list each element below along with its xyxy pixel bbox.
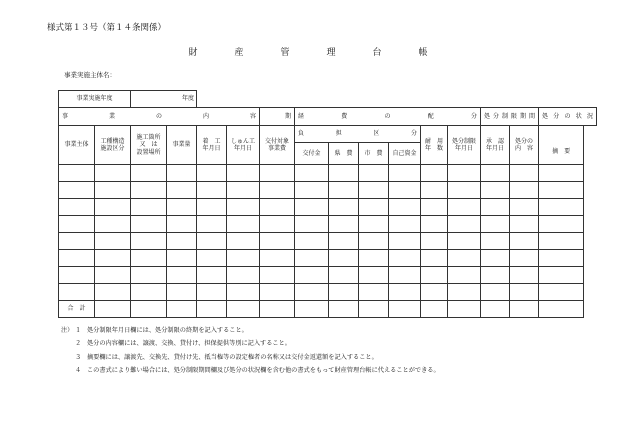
table-cell[interactable]	[539, 233, 584, 250]
table-cell[interactable]	[295, 199, 329, 216]
col-subsidy: 交付金	[295, 143, 329, 165]
table-cell[interactable]	[389, 199, 421, 216]
table-cell[interactable]	[260, 267, 295, 284]
document-title: 財 産 管 理 台 帳	[188, 48, 442, 58]
form-number: 様式第１３号（第１４条関係）	[47, 23, 167, 33]
table-row	[59, 199, 597, 216]
table-cell[interactable]	[95, 250, 131, 267]
fiscal-year-row	[59, 91, 597, 108]
table-cell[interactable]	[295, 233, 329, 250]
table-cell[interactable]	[167, 284, 197, 301]
table-cell[interactable]	[539, 250, 584, 267]
table-cell[interactable]	[260, 165, 295, 182]
table-cell[interactable]	[389, 233, 421, 250]
table-cell[interactable]	[510, 233, 539, 250]
table-cell[interactable]	[510, 267, 539, 284]
table-cell[interactable]	[481, 165, 510, 182]
table-cell[interactable]	[59, 250, 95, 267]
table-cell[interactable]	[539, 267, 584, 284]
table-cell[interactable]	[389, 267, 421, 284]
table-row	[59, 267, 597, 284]
table-cell[interactable]	[329, 182, 359, 199]
col-location: 施工箇所 又 は 設置場所	[131, 126, 167, 165]
table-cell[interactable]	[131, 199, 167, 216]
table-cell[interactable]	[510, 199, 539, 216]
table-cell[interactable]	[510, 284, 539, 301]
table-cell[interactable]	[359, 199, 389, 216]
table-cell[interactable]	[131, 250, 167, 267]
table-cell[interactable]	[359, 250, 389, 267]
table-cell[interactable]	[421, 199, 448, 216]
table-cell[interactable]	[295, 216, 329, 233]
table-cell[interactable]	[421, 216, 448, 233]
table-cell[interactable]	[481, 216, 510, 233]
table-cell[interactable]	[481, 267, 510, 284]
table-cell[interactable]	[167, 267, 197, 284]
col-entity: 事業主体	[59, 126, 95, 165]
table-cell[interactable]	[260, 233, 295, 250]
property-ledger-table	[58, 90, 597, 318]
table-cell[interactable]	[359, 267, 389, 284]
table-cell[interactable]	[295, 267, 329, 284]
header-project-content: 事 業 の 内 容	[59, 108, 260, 126]
table-cell[interactable]	[329, 267, 359, 284]
implementer-label: 事業実施主体名：	[64, 71, 116, 79]
group-header-row	[59, 108, 597, 126]
table-cell[interactable]	[481, 199, 510, 216]
note-2: ２ 処分の内容欄には、譲渡、交換、貸付け、担保提供等別に記入すること。	[75, 340, 291, 348]
table-cell[interactable]	[329, 250, 359, 267]
table-cell[interactable]	[481, 182, 510, 199]
header-disposal-status: 処分の状況	[539, 108, 597, 126]
table-cell[interactable]	[539, 165, 584, 182]
table-cell[interactable]	[167, 233, 197, 250]
header-restriction-period: 処分制限期間	[481, 108, 539, 126]
table-cell[interactable]	[197, 250, 227, 267]
table-cell[interactable]	[510, 216, 539, 233]
col-subsidy-project-cost: 交付対象 事業費	[260, 126, 295, 165]
table-cell[interactable]	[167, 165, 197, 182]
table-cell[interactable]	[448, 216, 481, 233]
table-cell[interactable]	[329, 199, 359, 216]
table-cell[interactable]	[510, 165, 539, 182]
table-cell[interactable]	[539, 182, 584, 199]
table-cell[interactable]	[197, 233, 227, 250]
col-type: 工種構造 施設区分	[95, 126, 131, 165]
table-cell[interactable]	[197, 199, 227, 216]
table-cell[interactable]	[95, 216, 131, 233]
table-cell[interactable]	[131, 216, 167, 233]
table-cell[interactable]	[227, 199, 260, 216]
table-cell[interactable]	[197, 165, 227, 182]
table-cell[interactable]	[95, 233, 131, 250]
table-cell[interactable]	[95, 267, 131, 284]
table-cell[interactable]	[131, 182, 167, 199]
table-cell[interactable]	[421, 267, 448, 284]
table-cell[interactable]	[539, 284, 584, 301]
col-prefecture: 県 費	[329, 143, 359, 165]
note-4: ４ この書式により難い場合には、処分制限期間欄及び処分の状況欄を含む他の書式をもって財産管理台帳に代えることができる。	[75, 366, 440, 374]
table-cell[interactable]	[260, 199, 295, 216]
table-cell[interactable]	[481, 284, 510, 301]
table-cell[interactable]	[227, 250, 260, 267]
table-cell[interactable]	[448, 284, 481, 301]
table-row	[59, 250, 597, 267]
table-cell[interactable]	[59, 216, 95, 233]
table-cell[interactable]	[59, 165, 95, 182]
table-row	[59, 182, 597, 199]
col-city: 市 費	[359, 143, 389, 165]
table-cell[interactable]	[389, 216, 421, 233]
table-cell[interactable]	[59, 267, 95, 284]
fiscal-year-value[interactable]: 年度	[131, 91, 197, 108]
note-3: ３ 摘要欄には、譲渡先、交換先、貸付け先、抵当権等の設定権者の名称又は交付金返還額を記入すること。	[75, 353, 378, 361]
col-amount: 事業量	[167, 126, 197, 165]
table-cell[interactable]	[227, 284, 260, 301]
table-cell[interactable]	[260, 216, 295, 233]
table-cell[interactable]	[197, 216, 227, 233]
table-cell[interactable]	[167, 216, 197, 233]
col-useful-life: 耐 用 年 数	[421, 126, 448, 165]
table-cell[interactable]	[448, 199, 481, 216]
table-cell[interactable]	[95, 284, 131, 301]
table-cell[interactable]	[539, 216, 584, 233]
table-cell[interactable]	[448, 182, 481, 199]
col-own-funds: 自己資金	[389, 143, 421, 165]
col-approval-date: 承 認 年月日	[481, 126, 510, 165]
table-cell[interactable]	[131, 233, 167, 250]
table-cell[interactable]	[131, 267, 167, 284]
table-cell[interactable]	[421, 284, 448, 301]
table-cell[interactable]	[227, 165, 260, 182]
table-cell[interactable]	[510, 182, 539, 199]
table-cell[interactable]	[421, 250, 448, 267]
table-cell[interactable]	[448, 267, 481, 284]
col-disposal-content: 処分の 内 容	[510, 126, 539, 165]
table-cell[interactable]	[359, 165, 389, 182]
table-cell[interactable]	[329, 233, 359, 250]
table-cell[interactable]	[59, 284, 95, 301]
col-restriction-date: 処分制限 年月日	[448, 126, 481, 165]
header-expense-allocation: 経 費 の 配 分	[295, 108, 481, 126]
table-cell[interactable]	[389, 284, 421, 301]
table-cell[interactable]	[539, 199, 584, 216]
table-cell[interactable]	[95, 182, 131, 199]
table-cell[interactable]	[359, 216, 389, 233]
table-cell[interactable]	[448, 165, 481, 182]
table-cell[interactable]	[359, 233, 389, 250]
header-period: 期	[260, 108, 295, 126]
col-start-date: 着 工 年月日	[197, 126, 227, 165]
table-cell[interactable]	[59, 182, 95, 199]
table-cell[interactable]	[359, 284, 389, 301]
table-cell[interactable]	[197, 267, 227, 284]
notes	[61, 324, 440, 377]
table-row	[59, 284, 597, 301]
table-row	[59, 233, 597, 250]
table-cell[interactable]	[389, 165, 421, 182]
col-remarks: 摘 要	[539, 126, 584, 165]
data-rows	[59, 165, 597, 301]
table-cell[interactable]	[260, 284, 295, 301]
table-cell[interactable]	[227, 233, 260, 250]
table-cell[interactable]	[59, 199, 95, 216]
table-cell[interactable]	[421, 233, 448, 250]
table-cell[interactable]	[167, 182, 197, 199]
table-row	[59, 165, 597, 182]
table-cell[interactable]	[227, 216, 260, 233]
table-cell[interactable]	[131, 165, 167, 182]
total-row	[59, 301, 597, 318]
table-cell[interactable]	[131, 284, 167, 301]
table-row	[59, 216, 597, 233]
table-cell[interactable]	[389, 250, 421, 267]
burden-category-header: 負 担 区 分	[295, 126, 421, 143]
note-1: 注） １ 処分制限年月日欄には、処分制限の終期を記入すること。	[61, 327, 248, 334]
table-cell[interactable]	[295, 250, 329, 267]
table-cell[interactable]	[295, 284, 329, 301]
table-cell[interactable]	[59, 233, 95, 250]
table-cell[interactable]	[329, 165, 359, 182]
table-cell[interactable]	[421, 165, 448, 182]
table-cell[interactable]	[197, 182, 227, 199]
table-cell[interactable]	[421, 182, 448, 199]
table-cell[interactable]	[359, 182, 389, 199]
table-cell[interactable]	[481, 233, 510, 250]
table-cell[interactable]	[260, 182, 295, 199]
col-finish-date: しゅん工 年月日	[227, 126, 260, 165]
table-cell[interactable]	[448, 250, 481, 267]
table-cell[interactable]	[167, 199, 197, 216]
total-label: 合 計	[59, 301, 95, 318]
table-cell[interactable]	[260, 250, 295, 267]
table-cell[interactable]	[389, 182, 421, 199]
table-cell[interactable]	[95, 165, 131, 182]
table-cell[interactable]	[510, 250, 539, 267]
table-cell[interactable]	[95, 199, 131, 216]
table-cell[interactable]	[481, 250, 510, 267]
table-cell[interactable]	[167, 250, 197, 267]
table-cell[interactable]	[227, 182, 260, 199]
table-cell[interactable]	[329, 284, 359, 301]
table-cell[interactable]	[329, 216, 359, 233]
subheader-row	[59, 126, 597, 143]
table-cell[interactable]	[197, 284, 227, 301]
table-cell[interactable]	[295, 165, 329, 182]
table-cell[interactable]	[295, 182, 329, 199]
table-cell[interactable]	[227, 267, 260, 284]
table-cell[interactable]	[448, 233, 481, 250]
fiscal-year-label: 事業実施年度	[59, 91, 131, 108]
